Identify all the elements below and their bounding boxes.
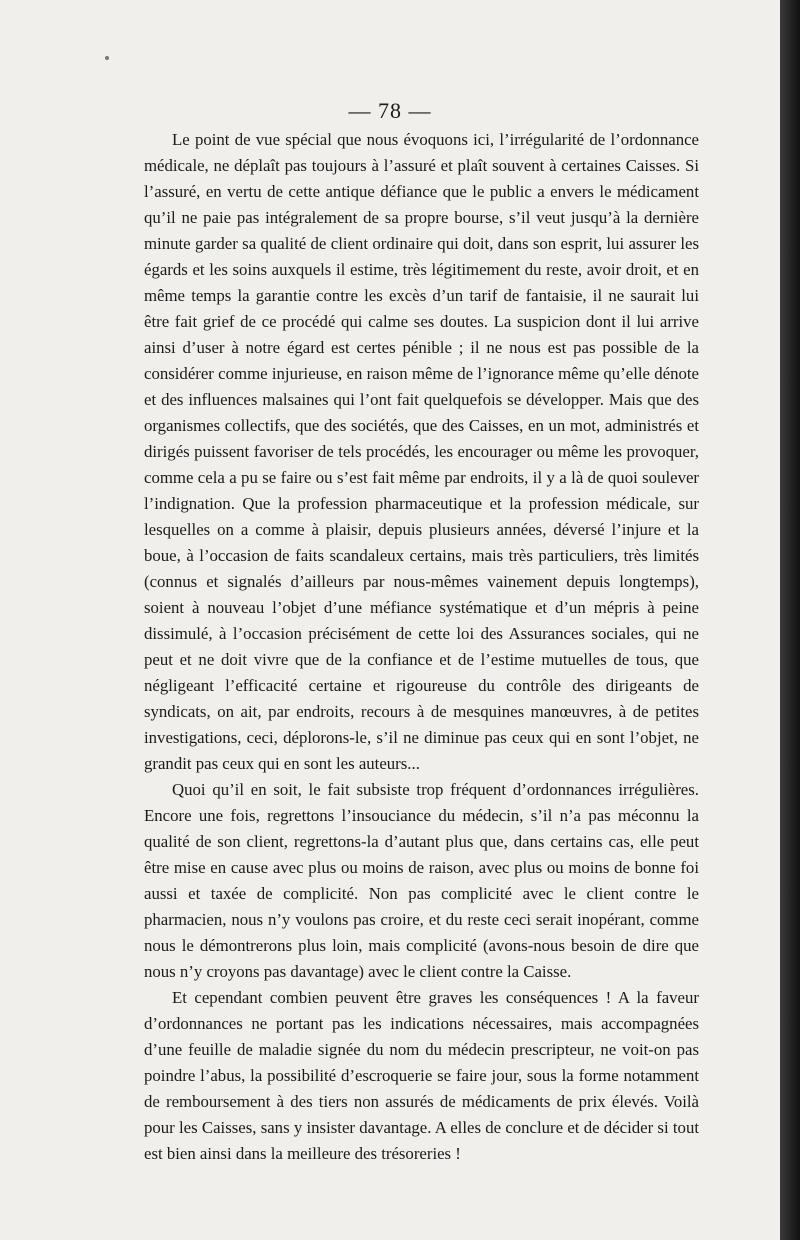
- paragraph-3: Et cependant combien peuvent être graves les conséquences ! A la faveur d’ordonnances ne portant pas les indications nécessaires, mais accompagnées d’une feuille de maladie signée du nom du médecin prescripteur, ne voit-on pas poindre l’abus, la possibilité d’escroquerie se faire jour, sous la forme notamment de remboursement à des tiers non assurés de médicaments de prix élevés. Voilà pour les Caisses, sans y insister davantage. A elles de conclure et de décider si tout est bien ainsi dans la meilleure des trésoreries !: [144, 988, 699, 1163]
- paragraph-2: Quoi qu’il en soit, le fait subsiste trop fréquent d’ordonnances irrégulières. Encore une fois, regrettons l’insouciance du médecin, s’il n’a pas méconnu la qualité de son client, regrettons-la d’autant plus que, dans certains cas, elle peut être mise en cause avec plus ou moins de raison, avec plus ou moins de bonne foi aussi et taxée de complicité. Non pas complicité avec le client contre le pharmacien, nous n’y voulons pas croire, et du reste ceci serait inopérant, comme nous le démontrerons plus loin, mais complicité (avons-nous besoin de dire que nous n’y croyons pas davantage) avec le client contre la Caisse.: [144, 780, 699, 981]
- ink-speck: [105, 56, 109, 60]
- paragraph-1: Le point de vue spécial que nous évoquons ici, l’irrégularité de l’ordonnance médicale, ne déplaît pas toujours à l’assuré et plaît souvent à certaines Caisses. Si l’assuré, en vertu de cette antique défiance que le public a envers le médicament qu’il ne paie pas intégralement de sa propre bourse, s’il veut jusqu’à la dernière minute garder sa qualité de client ordinaire qui doit, dans son esprit, lui assurer les égards et les soins auxquels il estime, très légitimement du reste, avoir droit, et en même temps la garantie contre les excès d’un tarif de fantaisie, il ne saurait lui être fait grief de ce procédé qui calme ses doutes. La suspicion dont il lui arrive ainsi d’user à notre égard est certes pénible ; il ne nous est pas possible de la considérer comme injurieuse, en raison même de l’ignorance même qu’elle dénote et des influences malsaines qui l’ont fait quelquefois se développer. Mais que des organismes collectifs, que des sociétés, que des Caisses, en un mot, administrés et dirigés puissent favoriser de tels procédés, les encourager ou même les provoquer, comme cela a pu se faire ou s’est fait même par endroits, il y a là de quoi soulever l’indignation. Que la profession pharmaceutique et la profession médicale, sur lesquelles on a comme à plaisir, depuis plusieurs années, déversé l’injure et la boue, à l’occasion de faits scandaleux certains, mais très particuliers, très limités (connus et signalés d’ailleurs par nous-mêmes vainement depuis longtemps), soient à nouveau l’objet d’une méfiance systématique et d’un mépris à peine dissimulé, à l’occasion précisément de cette loi des Assurances sociales, qui ne peut et ne doit vivre que de la confiance et de l’estime mutuelles de tous, que négligeant l’efficacité certaine et rigoureuse du contrôle des dirigeants de syndicats, on ait, par endroits, recours à de mesquines manœuvres, à de petites investigations, ceci, déplorons-le, s’il ne diminue pas ceux qui en sont l’objet, ne grandit pas ceux qui en sont les auteurs...: [144, 130, 699, 773]
- page-number: — 78 —: [348, 98, 432, 123]
- scan-edge: [780, 0, 800, 1240]
- body-text: [144, 127, 699, 1167]
